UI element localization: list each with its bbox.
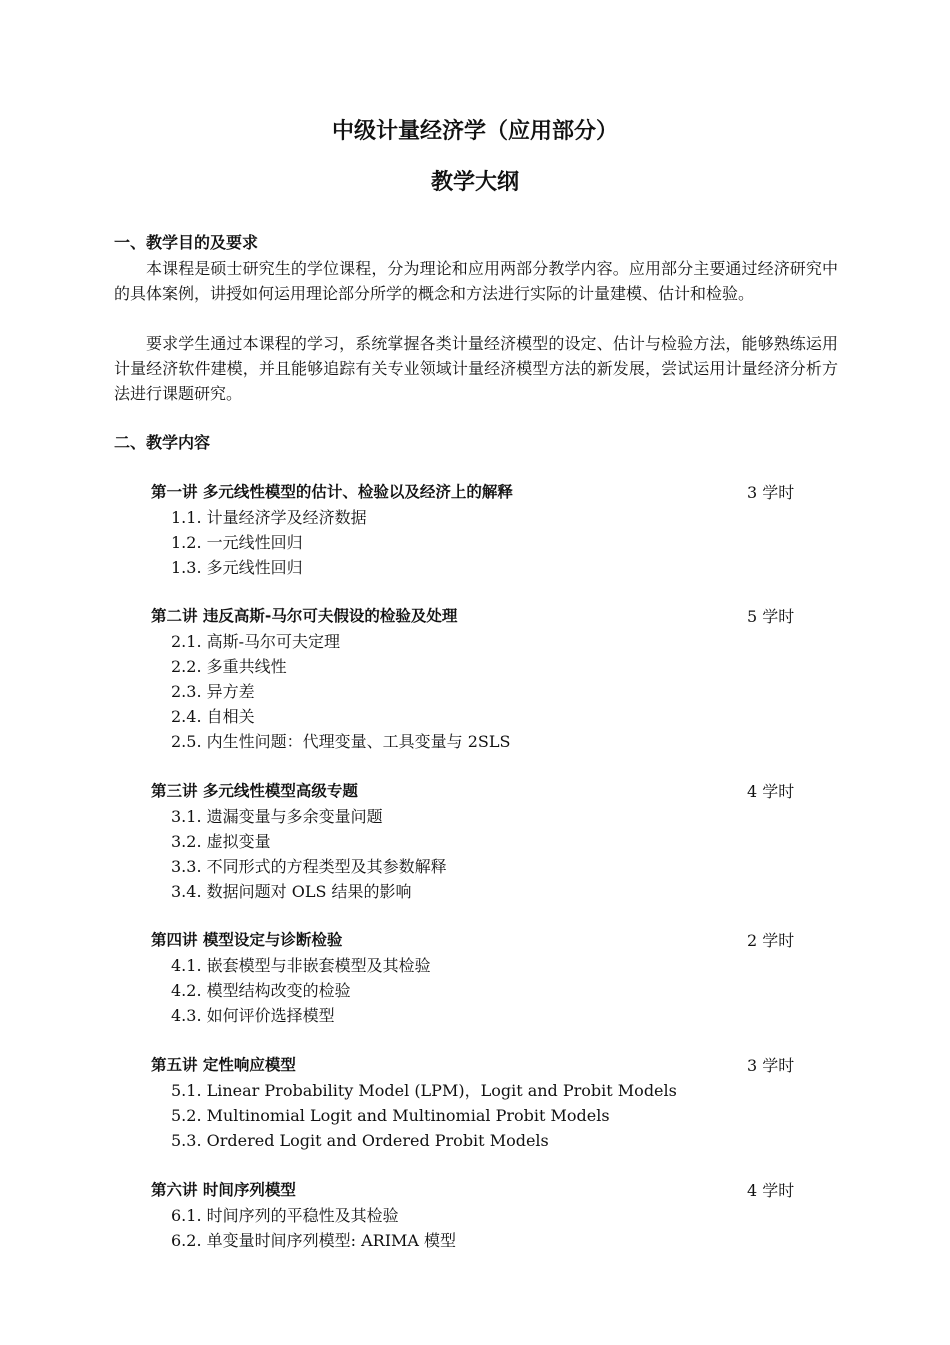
topic-item: 6.1. 时间序列的平稳性及其检验 (171, 1206, 399, 1225)
lecture-title: 第三讲 多元线性模型高级专题 (151, 782, 358, 800)
topic-item: 1.2. 一元线性回归 (171, 533, 303, 552)
lecture-3 (151, 779, 811, 904)
lecture-hours: 4 学时 (747, 1181, 795, 1200)
topic-item: 3.4. 数据问题对 OLS 结果的影响 (171, 882, 412, 901)
topic-item: 4.1. 嵌套模型与非嵌套模型及其检验 (171, 956, 431, 975)
lecture-title: 第五讲 定性响应模型 (151, 1056, 296, 1074)
topic-item: 2.4. 自相关 (171, 707, 255, 726)
topic-item: 4.2. 模型结构改变的检验 (171, 981, 351, 1000)
topic-item: 2.5. 内生性问题：代理变量、工具变量与 2SLS (171, 732, 511, 751)
lecture-title: 第六讲 时间序列模型 (151, 1181, 296, 1199)
topic-item: 3.2. 虚拟变量 (171, 832, 271, 851)
section-heading-objectives: 一、教学目的及要求 (114, 233, 259, 252)
paragraph-course-intro: 本课程是硕士研究生的学位课程，分为理论和应用两部分教学内容。应用部分主要通过经济研究中的具体案例，讲授如何运用理论部分所学的概念和方法进行实际的计量建模、估计和检验。 (114, 259, 838, 303)
topic-item: 3.1. 遗漏变量与多余变量问题 (171, 807, 383, 826)
lecture-hours: 3 学时 (747, 1056, 795, 1075)
lecture-hours: 5 学时 (747, 607, 795, 626)
section-heading-content: 二、教学内容 (114, 433, 211, 452)
topic-item: 6.2. 单变量时间序列模型: ARIMA 模型 (171, 1231, 457, 1250)
topic-item: 3.3. 不同形式的方程类型及其参数解释 (171, 857, 447, 876)
lecture-hours: 2 学时 (747, 931, 795, 950)
topic-item: 5.3. Ordered Logit and Ordered Probit Models (171, 1131, 549, 1150)
document-subtitle: 教学大纲 (430, 170, 519, 195)
paragraph-requirements: 要求学生通过本课程的学习，系统掌握各类计量经济模型的设定、估计与检验方法，能够熟练运用计量经济软件建模，并且能够追踪有关专业领域计量经济模型方法的新发展，尝试运用计量经济分析方法进行课题研究。 (114, 334, 838, 403)
lecture-title: 第二讲 违反高斯-马尔可夫假设的检验及处理 (151, 607, 458, 625)
topic-item: 5.1. Linear Probability Model (LPM)，Logit and Probit Models (171, 1081, 677, 1100)
lecture-title: 第一讲 多元线性模型的估计、检验以及经济上的解释 (151, 483, 513, 501)
topic-item: 2.3. 异方差 (171, 682, 255, 701)
lecture-hours: 4 学时 (747, 782, 795, 801)
lecture-4 (151, 928, 811, 1028)
lecture-title: 第四讲 模型设定与诊断检验 (151, 931, 343, 949)
lecture-hours: 3 学时 (747, 483, 795, 502)
document-title: 中级计量经济学（应用部分） (331, 119, 618, 144)
topic-item: 2.2. 多重共线性 (171, 657, 287, 676)
topic-item: 5.2. Multinomial Logit and Multinomial Probit Models (171, 1106, 610, 1125)
lecture-1 (151, 480, 811, 580)
topic-item: 1.3. 多元线性回归 (171, 558, 303, 577)
topic-item: 4.3. 如何评价选择模型 (171, 1006, 335, 1025)
lecture-5 (151, 1053, 811, 1153)
topic-item: 2.1. 高斯-马尔可夫定理 (171, 632, 341, 651)
lecture-6 (151, 1178, 811, 1253)
lecture-2 (151, 604, 811, 754)
topic-item: 1.1. 计量经济学及经济数据 (171, 508, 367, 527)
